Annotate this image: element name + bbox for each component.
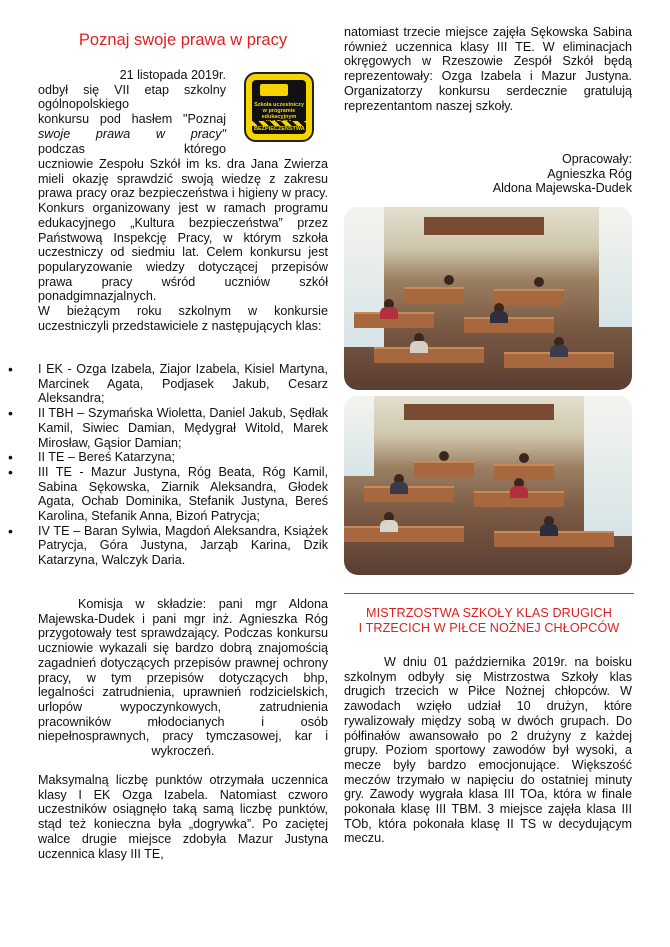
classroom-photo bbox=[344, 207, 632, 390]
signature-name: Aldona Majewska-Dudek bbox=[492, 181, 632, 196]
results-right-text: natomiast trzecie miejsce zajęła Sękowska Sabina również uczennica klasy III TE. W eliminacjach okręgowych w Rzeszowie Zespół Szkół będą reprezentowały: Ozga Izabela i Mazur Justyna. Organizatorzy konkursu serdecznie gratulują reprezentantom naszej szkoły. bbox=[344, 25, 632, 113]
team-item: • III TE - Mazur Justyna, Róg Beata, Róg Kamil, Sabina Sękowska, Ziarnik Aleksandra, Głodek Agata, Ochab Dominika, Stefanik Justyna, Bereś Karolina, Stefanik Anna, Bizoń Patrycja; bbox=[38, 465, 328, 524]
kultura-bezpieczenstwa-logo bbox=[244, 72, 314, 142]
participants-intro: W bieżącym roku szkolnym w konkursie uczestniczyli przedstawiciele z następujących klas: bbox=[38, 304, 328, 333]
intro-line: odbył się VII etap szkolny bbox=[38, 82, 226, 97]
article2-text: W dniu 01 października 2019r. na boisku szkolnym odbyły się Mistrzostwa Szkoły klas drugich trzecich w Piłce Nożnej chłopców. W zawodach wzięło udział 10 drużyn, które rywalizowały między sobą w dwóch grupach. Do półfinałów awansowało po 2 drużyny z każdej grupy. Poziom sportowy zawodów był wysoki, a mecze były bardzo emocjonujące. Większość meczów trzymało w napięciu do ostatniej minuty gry. Zawody wygrała klasa III TOa, która w finale pokonała klasę III TBM. 3 miejsce zajęła klasa III TOb, która pokonała klasę II TS w decydującym meczu. bbox=[344, 655, 632, 846]
intro-line: ogólnopolskiego bbox=[38, 97, 130, 112]
team-item: • I EK - Ozga Izabela, Ziajor Izabela, Kisiel Martyna, Marcinek Agata, Podjasek Jakub, Cesarz Aleksandra; bbox=[38, 362, 328, 406]
results-paragraph bbox=[38, 773, 328, 861]
article2-body bbox=[344, 655, 632, 846]
signature bbox=[344, 152, 632, 196]
team-item: • II TE – Bereś Katarzyna; bbox=[38, 450, 328, 465]
article2-title-line: I TRZECICH W PIŁCE NOŻNEJ CHŁOPCÓW bbox=[358, 621, 620, 635]
signature-name: Agnieszka Róg bbox=[547, 166, 632, 181]
signature-label: Opracowały: bbox=[562, 152, 632, 166]
logo-text: Szkoła uczestniczy w programie edukacyjnym BEZPIECZEŃSTWA bbox=[254, 102, 305, 132]
intro-paragraph bbox=[38, 157, 328, 333]
team-item: • II TBH – Szymańska Wioletta, Daniel Jakub, Sędłak Kamil, Siwiec Damian, Mędygrał Witold, Marek Mirosław, Gąsior Damian; bbox=[38, 406, 328, 450]
commission-text: Komisja w składzie: pani mgr Aldona Majewska-Dudek i pani mgr inż. Agnieszka Róg przygotowały test sprawdzający. Podczas konkursu uczniowie wykazali się bardzo dobrą znajomością zagadnień dotyczących przepisów prawnej ochrony pracy, w tym przepisów dotyczących bhp, legalności zatrudnienia, uprawnień rodzicielskich, urlopów wypoczynkowych, zatrudnienia pracowników młodocianych i osób niepełnosprawnych, pracy tymczasowej, kar i wykroczeń. bbox=[38, 597, 328, 759]
article2-title bbox=[344, 606, 634, 636]
intro-short bbox=[38, 68, 238, 156]
intro-line: 21 listopada 2019r. bbox=[119, 68, 226, 82]
article-title: Poznaj swoje prawa w pracy bbox=[78, 31, 288, 49]
intro-line: podczas którego bbox=[38, 141, 226, 156]
team-item: • IV TE – Baran Sylwia, Magdoń Aleksandra, Książek Patrycja, Góra Justyna, Jarząb Karina, Dzik Katarzyna, Walczyk Daria. bbox=[38, 524, 328, 568]
intro-rest: uczniowie Zespołu Szkół im ks. dra Jana Zwierza mieli okazję sprawdzić swoją wiedzę z zakresu prawa pracy oraz bezpieczeństwa i higieny w pracy. Konkurs organizowany jest w ramach programu edukacyjnego „Kultura bezpieczeństwa” przez Państwową Inspekcję Pracy, w którym szkoła uczestniczy od siedmiu lat. Celem konkursu jest popularyzowanie wiedzy dotyczącej przepisów prawa pracy wśród uczniów szkół ponadgimnazjalnych. bbox=[38, 157, 328, 304]
results-continued bbox=[344, 25, 632, 113]
intro-line: swoje prawa w pracy" bbox=[38, 126, 226, 141]
classroom-photo bbox=[344, 396, 632, 575]
section-divider bbox=[344, 593, 634, 594]
teams-list bbox=[38, 362, 328, 568]
article2-title-line: MISTRZOSTWA SZKOŁY KLAS DRUGICH bbox=[366, 606, 612, 620]
results-left-text: Maksymalną liczbę punktów otrzymała uczennica klasy I EK Ozga Izabela. Natomiast czworo uczestników osiągnęło taką samą liczbę punktów, stąd też konieczna była „dogrywka”. Po zaciętej walce drugie miejsce zdobyła Mazur Justyna uczennica klasy III TE, bbox=[38, 773, 328, 861]
intro-line: konkursu pod hasłem "Poznaj bbox=[38, 112, 226, 127]
commission-paragraph bbox=[38, 597, 328, 759]
